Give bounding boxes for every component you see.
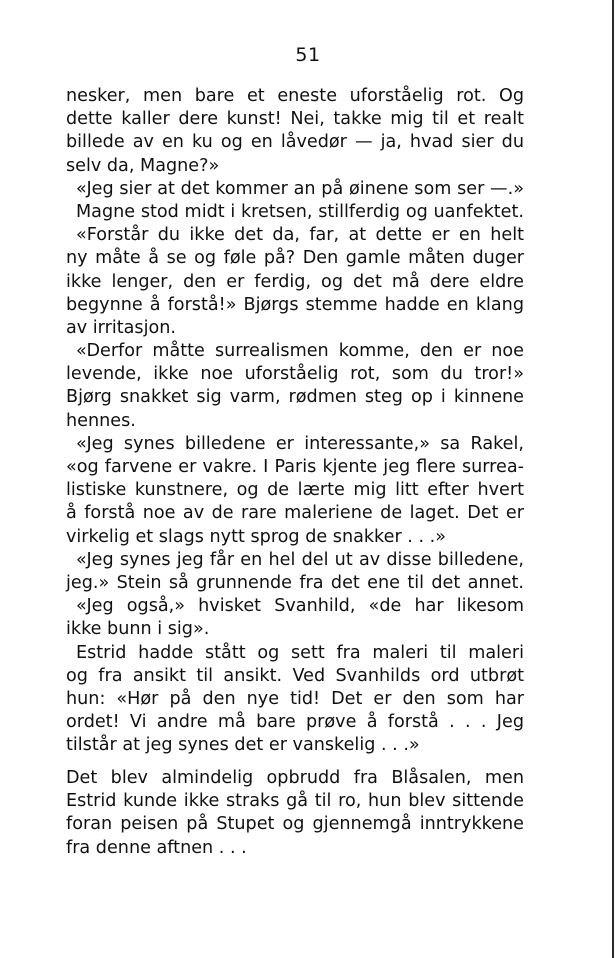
- text-line: ikke lenger, den er ferdig, og det må dere eldre: [66, 271, 524, 292]
- text-line: «Derfor måtte surrealismen komme, den er noe: [76, 341, 524, 362]
- text-line: foran peisen på Stupet og gjennemgå inntrykkene: [66, 814, 524, 835]
- text-line: ikke bunn i sig».: [66, 619, 210, 640]
- text-line: «og farvene er vakre. I Paris kjente jeg flere surrea-: [66, 457, 524, 477]
- text-line: jeg.» Stein så grunnende fra det ene til det annet.: [66, 572, 524, 593]
- text-line: og fra ansikt til ansikt. Ved Svanhilds ord utbrøt: [66, 665, 524, 686]
- text-line: begynne å forstå!» Bjørgs stemme hadde en klang: [66, 294, 524, 315]
- page-edge-line: [612, 0, 614, 958]
- text-line: hennes.: [66, 410, 136, 431]
- text-line: hun: «Hør på den nye tid! Det er den som har: [66, 688, 524, 709]
- text-line: «Jeg synes billedene er interessante,» sa Rakel,: [76, 433, 524, 454]
- text-line: listiske kunstnere, og de lærte mig litt efter hvert: [66, 480, 524, 501]
- page-number: 51: [295, 44, 321, 66]
- text-line: å forstå noe av de rare maleriene de laget. Det er: [66, 503, 524, 524]
- text-line: Det blev almindelig opbrudd fra Blåsalen, men: [66, 768, 524, 788]
- text-line: «Jeg også,» hvisket Svanhild, «de har likesom: [76, 596, 524, 617]
- text-line: dette kaller dere kunst! Nei, takke mig til et realt: [66, 109, 524, 130]
- text-line: av irritasjon.: [66, 317, 176, 338]
- text-line: virkelig et slags nytt sprog de snakker . . .»: [66, 526, 447, 547]
- text-line: «Jeg sier at det kommer an på øinene som ser —.»: [76, 178, 524, 199]
- text-line: Estrid kunde ikke straks gå til ro, hun blev sittende: [66, 791, 524, 812]
- text-line: fra denne aftnen . . .: [66, 837, 247, 858]
- text-line: «Forstår du ikke det da, far, at dette er en helt: [76, 225, 524, 246]
- text-line: ordet! Vi andre må bare prøve å forstå . . . Jeg: [66, 712, 524, 733]
- text-line: Estrid hadde stått og sett fra maleri til maleri: [76, 642, 524, 663]
- text-line: selv da, Magne?»: [66, 155, 220, 176]
- text-line: «Jeg synes jeg får en hel del ut av disse billedene,: [76, 549, 524, 570]
- text-line: Bjørg snakket sig varm, rødmen steg op i kinnene: [66, 387, 524, 408]
- main-text-block: [66, 85, 524, 757]
- text-line: nesker, men bare et eneste uforståelig rot. Og: [66, 86, 524, 106]
- text-line: billede av en ku og en låvedør — ja, hvad sier du: [66, 132, 524, 153]
- text-line: ny måte å se og føle på? Den gamle måten duger: [66, 248, 524, 269]
- closing-text-block: [66, 767, 524, 860]
- text-line: tilstår at jeg synes det er vanskelig . . .»: [66, 735, 420, 756]
- text-line: Magne stod midt i kretsen, stillferdig og uanfektet.: [76, 201, 524, 222]
- text-line: levende, ikke noe uforståelig rot, som du tror!»: [66, 364, 524, 385]
